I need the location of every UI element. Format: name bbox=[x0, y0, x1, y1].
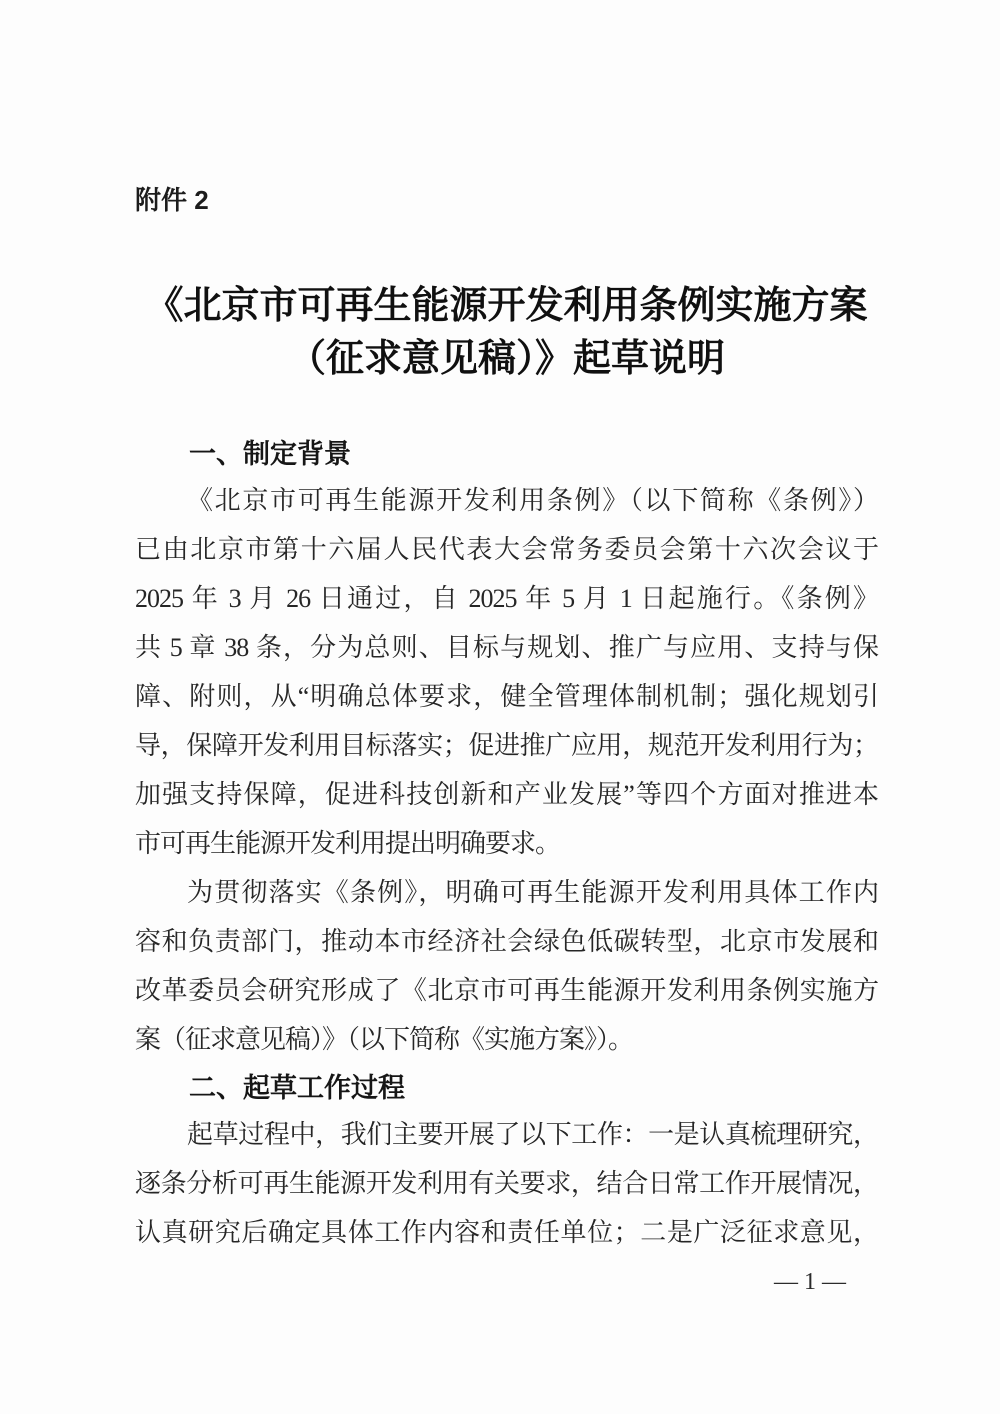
section-heading: 一、制定背景 bbox=[189, 439, 351, 469]
text-line: 案（征求意见稿）》（以下简称《实施方案》）。 bbox=[135, 1025, 634, 1054]
text-line: 共 5 章 38 条，分为总则、目标与规划、推广与应用、支持与保 bbox=[135, 633, 878, 662]
text-line: 《北京市可再生能源开发利用条例》（以下简称《条例》） bbox=[187, 486, 878, 515]
text-line: 加强支持保障，促进科技创新和产业发展”等四个方面对推进本 bbox=[135, 780, 878, 809]
text-line: 市可再生能源开发利用提出明确要求。 bbox=[135, 829, 561, 858]
text-line: 已由北京市第十六届人民代表大会常务委员会第十六次会议于 bbox=[135, 535, 878, 564]
text-line: 认真研究后确定具体工作内容和责任单位；二是广泛征求意见， bbox=[135, 1218, 878, 1247]
page-content bbox=[135, 182, 878, 1299]
text-line: 起草过程中，我们主要开展了以下工作：一是认真梳理研究， bbox=[187, 1120, 878, 1149]
text-line: 容和负责部门，推动本市经济社会绿色低碳转型，北京市发展和 bbox=[135, 927, 878, 956]
paragraph bbox=[135, 868, 878, 1064]
document-title bbox=[135, 280, 878, 386]
text-line: 障、附则，从“明确总体要求，健全管理体制机制；强化规划引 bbox=[135, 682, 878, 711]
paragraph bbox=[135, 476, 878, 868]
document-body bbox=[135, 432, 878, 1257]
title-line-1: 《北京市可再生能源开发利用条例实施方案 bbox=[145, 285, 868, 327]
paragraph bbox=[135, 1110, 878, 1257]
text-line: 逐条分析可再生能源开发利用有关要求，结合日常工作开展情况， bbox=[135, 1169, 878, 1198]
attachment-label: 附件 2 bbox=[135, 185, 209, 215]
section-heading: 二、起草工作过程 bbox=[189, 1073, 405, 1103]
text-line: 为贯彻落实《条例》，明确可再生能源开发利用具体工作内 bbox=[187, 878, 878, 907]
text-line: 改革委员会研究形成了《北京市可再生能源开发利用条例实施方 bbox=[135, 976, 878, 1005]
text-line: 导，保障开发利用目标落实；促进推广应用，规范开发利用行为； bbox=[135, 731, 878, 760]
page-number: — 1 — bbox=[774, 1269, 846, 1295]
title-line-2: （征求意见稿）》起草说明 bbox=[287, 338, 725, 380]
text-line: 2025 年 3 月 26 日通过，自 2025 年 5 月 1 日起施行。《条例》 bbox=[135, 584, 878, 613]
